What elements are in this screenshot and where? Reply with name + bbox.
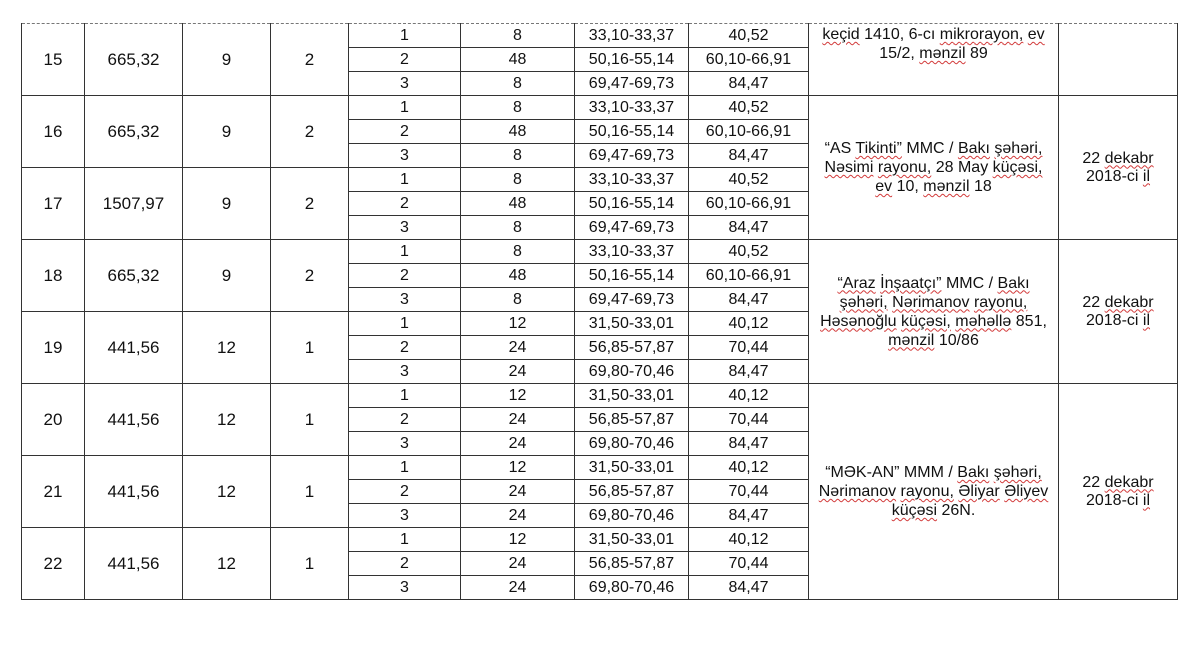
entrances-cell: 1 <box>271 384 349 456</box>
living-area-range-cell: 50,16-55,14 <box>575 48 689 72</box>
entrances-cell: 2 <box>271 96 349 168</box>
permit-date-text: 22 dekabr 2018-ci il <box>1082 149 1154 185</box>
total-area-cell: 665,32 <box>85 96 183 168</box>
building-number-cell: 17 <box>22 168 85 240</box>
living-area-range-cell: 50,16-55,14 <box>575 120 689 144</box>
room-count-cell: 3 <box>349 504 461 528</box>
room-count-cell: 3 <box>349 72 461 96</box>
apartment-count-cell: 24 <box>461 576 575 600</box>
apartment-table <box>21 23 1178 600</box>
developer-address-cell <box>809 240 1059 384</box>
table-row <box>22 24 1178 48</box>
room-count-cell: 2 <box>349 336 461 360</box>
floors-cell: 12 <box>183 312 271 384</box>
total-area-range-cell: 60,10-66,91 <box>689 120 809 144</box>
apartment-count-cell: 8 <box>461 216 575 240</box>
apartment-count-cell: 24 <box>461 432 575 456</box>
room-count-cell: 2 <box>349 552 461 576</box>
total-area-range-cell: 84,47 <box>689 360 809 384</box>
apartment-count-cell: 24 <box>461 336 575 360</box>
living-area-range-cell: 69,80-70,46 <box>575 576 689 600</box>
permit-date-cell <box>1059 384 1178 600</box>
living-area-range-cell: 56,85-57,87 <box>575 408 689 432</box>
living-area-range-cell: 69,47-69,73 <box>575 72 689 96</box>
room-count-cell: 2 <box>349 480 461 504</box>
apartment-count-cell: 8 <box>461 24 575 48</box>
apartment-count-cell: 8 <box>461 96 575 120</box>
floors-cell: 12 <box>183 456 271 528</box>
room-count-cell: 1 <box>349 240 461 264</box>
living-area-range-cell: 31,50-33,01 <box>575 384 689 408</box>
entrances-cell: 2 <box>271 168 349 240</box>
developer-address-cell <box>809 384 1059 600</box>
total-area-range-cell: 40,12 <box>689 528 809 552</box>
developer-address-text: “MƏK-AN” MMM / Bakı şəhəri, Nərimanov rayonu, Əliyar Əliyev küçəsi 26N. <box>818 464 1049 519</box>
developer-address-cell <box>809 96 1059 240</box>
room-count-cell: 1 <box>349 528 461 552</box>
total-area-range-cell: 40,52 <box>689 168 809 192</box>
room-count-cell: 3 <box>349 144 461 168</box>
permit-date-cell <box>1059 240 1178 384</box>
living-area-range-cell: 69,47-69,73 <box>575 216 689 240</box>
apartment-count-cell: 12 <box>461 456 575 480</box>
living-area-range-cell: 50,16-55,14 <box>575 264 689 288</box>
living-area-range-cell: 69,80-70,46 <box>575 432 689 456</box>
developer-address-text: “AS Tikinti” MMC / Bakı şəhəri, Nəsimi rayonu, 28 May küçəsi, ev 10, mənzil 18 <box>824 140 1043 195</box>
table-row <box>22 240 1178 264</box>
apartment-count-cell: 12 <box>461 384 575 408</box>
total-area-range-cell: 84,47 <box>689 504 809 528</box>
building-number-cell: 20 <box>22 384 85 456</box>
floors-cell: 9 <box>183 240 271 312</box>
total-area-range-cell: 40,12 <box>689 312 809 336</box>
building-number-cell: 18 <box>22 240 85 312</box>
entrances-cell: 2 <box>271 24 349 96</box>
total-area-range-cell: 84,47 <box>689 432 809 456</box>
developer-address-cell <box>809 24 1059 96</box>
apartment-count-cell: 8 <box>461 72 575 96</box>
living-area-range-cell: 33,10-33,37 <box>575 24 689 48</box>
apartment-count-cell: 12 <box>461 312 575 336</box>
developer-address-text: keçid 1410, 6-cı mikrorayon, ev 15/2, mənzil 89 <box>822 26 1045 62</box>
living-area-range-cell: 50,16-55,14 <box>575 192 689 216</box>
living-area-range-cell: 31,50-33,01 <box>575 312 689 336</box>
table-body <box>22 24 1178 600</box>
apartment-count-cell: 48 <box>461 120 575 144</box>
room-count-cell: 3 <box>349 216 461 240</box>
room-count-cell: 1 <box>349 456 461 480</box>
total-area-range-cell: 40,12 <box>689 456 809 480</box>
building-number-cell: 15 <box>22 24 85 96</box>
total-area-cell: 441,56 <box>85 384 183 456</box>
living-area-range-cell: 69,80-70,46 <box>575 360 689 384</box>
total-area-cell: 665,32 <box>85 240 183 312</box>
apartment-count-cell: 8 <box>461 144 575 168</box>
living-area-range-cell: 33,10-33,37 <box>575 240 689 264</box>
apartment-count-cell: 8 <box>461 240 575 264</box>
entrances-cell: 1 <box>271 456 349 528</box>
entrances-cell: 1 <box>271 528 349 600</box>
apartment-count-cell: 48 <box>461 192 575 216</box>
room-count-cell: 1 <box>349 24 461 48</box>
table-row <box>22 384 1178 408</box>
apartment-count-cell: 24 <box>461 360 575 384</box>
permit-date-cell <box>1059 24 1178 96</box>
total-area-range-cell: 84,47 <box>689 576 809 600</box>
entrances-cell: 1 <box>271 312 349 384</box>
living-area-range-cell: 33,10-33,37 <box>575 168 689 192</box>
living-area-range-cell: 56,85-57,87 <box>575 336 689 360</box>
living-area-range-cell: 31,50-33,01 <box>575 528 689 552</box>
room-count-cell: 3 <box>349 360 461 384</box>
building-number-cell: 21 <box>22 456 85 528</box>
floors-cell: 9 <box>183 96 271 168</box>
total-area-range-cell: 84,47 <box>689 144 809 168</box>
total-area-cell: 441,56 <box>85 312 183 384</box>
room-count-cell: 1 <box>349 384 461 408</box>
apartment-count-cell: 24 <box>461 552 575 576</box>
room-count-cell: 1 <box>349 312 461 336</box>
room-count-cell: 2 <box>349 408 461 432</box>
living-area-range-cell: 31,50-33,01 <box>575 456 689 480</box>
room-count-cell: 3 <box>349 576 461 600</box>
permit-date-text: 22 dekabr 2018-ci il <box>1082 473 1154 509</box>
total-area-range-cell: 40,12 <box>689 384 809 408</box>
total-area-cell: 441,56 <box>85 456 183 528</box>
room-count-cell: 2 <box>349 192 461 216</box>
entrances-cell: 2 <box>271 240 349 312</box>
total-area-range-cell: 40,52 <box>689 24 809 48</box>
building-number-cell: 22 <box>22 528 85 600</box>
apartment-count-cell: 12 <box>461 528 575 552</box>
room-count-cell: 2 <box>349 120 461 144</box>
floors-cell: 12 <box>183 528 271 600</box>
building-number-cell: 16 <box>22 96 85 168</box>
room-count-cell: 1 <box>349 168 461 192</box>
living-area-range-cell: 69,80-70,46 <box>575 504 689 528</box>
floors-cell: 12 <box>183 384 271 456</box>
room-count-cell: 2 <box>349 48 461 72</box>
apartment-count-cell: 24 <box>461 408 575 432</box>
room-count-cell: 3 <box>349 432 461 456</box>
living-area-range-cell: 56,85-57,87 <box>575 480 689 504</box>
building-number-cell: 19 <box>22 312 85 384</box>
apartment-count-cell: 8 <box>461 288 575 312</box>
total-area-cell: 441,56 <box>85 528 183 600</box>
permit-date-text: 22 dekabr 2018-ci il <box>1082 293 1154 329</box>
total-area-range-cell: 84,47 <box>689 216 809 240</box>
total-area-range-cell: 84,47 <box>689 72 809 96</box>
living-area-range-cell: 69,47-69,73 <box>575 288 689 312</box>
floors-cell: 9 <box>183 168 271 240</box>
table-row <box>22 96 1178 120</box>
total-area-range-cell: 40,52 <box>689 96 809 120</box>
room-count-cell: 3 <box>349 288 461 312</box>
total-area-range-cell: 70,44 <box>689 336 809 360</box>
room-count-cell: 1 <box>349 96 461 120</box>
total-area-range-cell: 70,44 <box>689 552 809 576</box>
living-area-range-cell: 69,47-69,73 <box>575 144 689 168</box>
total-area-range-cell: 84,47 <box>689 288 809 312</box>
developer-address-text: “Araz İnşaatçı” MMC / Bakı şəhəri, Nərimanov rayonu, Həsənoğlu küçəsi, məhəllə 851, mənzil 10/86 <box>820 274 1047 349</box>
floors-cell: 9 <box>183 24 271 96</box>
total-area-range-cell: 60,10-66,91 <box>689 192 809 216</box>
room-count-cell: 2 <box>349 264 461 288</box>
apartment-count-cell: 8 <box>461 168 575 192</box>
apartment-count-cell: 24 <box>461 480 575 504</box>
total-area-cell: 1507,97 <box>85 168 183 240</box>
total-area-range-cell: 60,10-66,91 <box>689 264 809 288</box>
total-area-range-cell: 70,44 <box>689 408 809 432</box>
permit-date-cell <box>1059 96 1178 240</box>
total-area-cell: 665,32 <box>85 24 183 96</box>
apartment-count-cell: 24 <box>461 504 575 528</box>
apartment-count-cell: 48 <box>461 48 575 72</box>
total-area-range-cell: 40,52 <box>689 240 809 264</box>
total-area-range-cell: 60,10-66,91 <box>689 48 809 72</box>
total-area-range-cell: 70,44 <box>689 480 809 504</box>
living-area-range-cell: 33,10-33,37 <box>575 96 689 120</box>
apartment-count-cell: 48 <box>461 264 575 288</box>
living-area-range-cell: 56,85-57,87 <box>575 552 689 576</box>
